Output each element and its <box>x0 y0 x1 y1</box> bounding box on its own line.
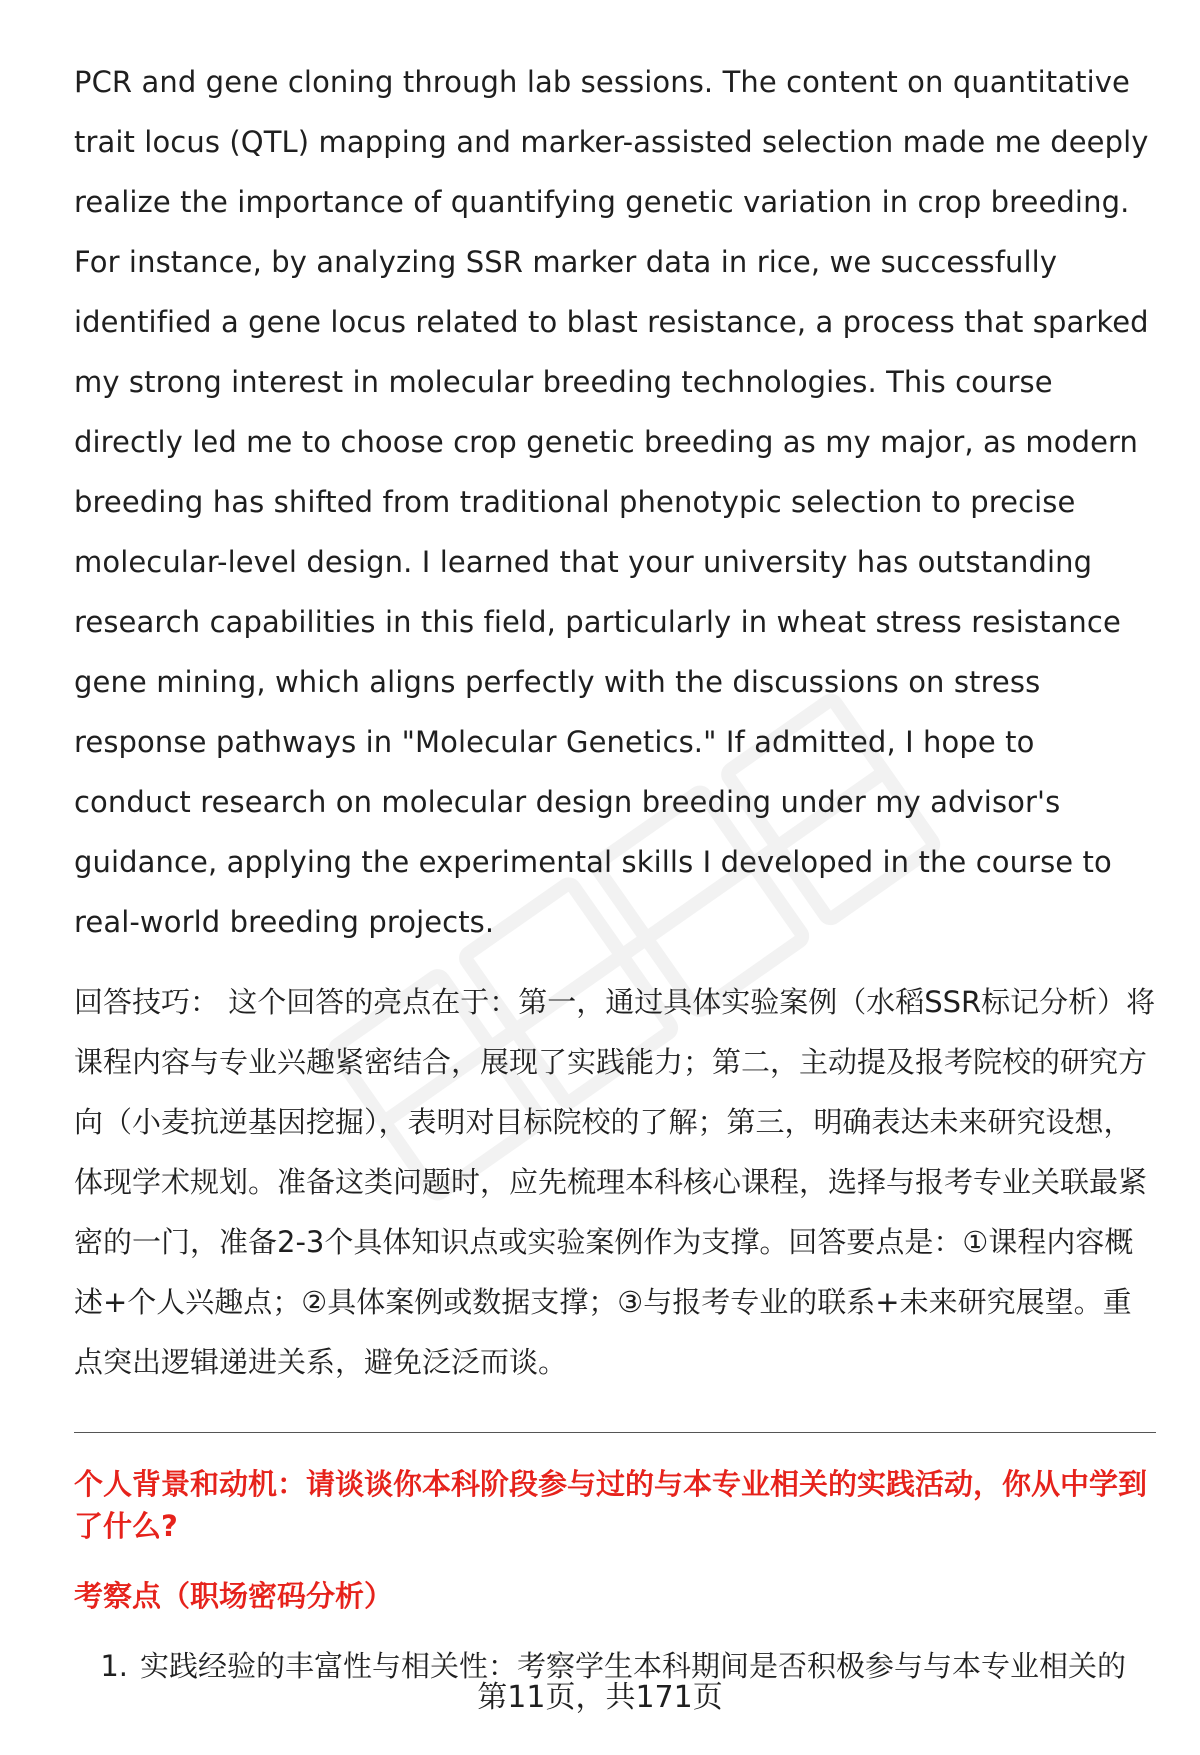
question-heading: 个人背景和动机：请谈谈你本科阶段参与过的与本专业相关的实践活动，你从中学到了什么? <box>74 1467 1148 1543</box>
list-item-number: 1. <box>100 1649 128 1683</box>
tips-paragraph: 回答技巧： 这个回答的亮点在于：第一，通过具体实验案例（水稻SSR标记分析）将课程内容与专业兴趣紧密结合，展现了实践能力；第二，主动提及报考院校的研究方向（小麦抗逆基因挖掘），表明对目标院校的了解；第三，明确表达未来研究设想，体现学术规划。准备这类问题时，应先梳理本科核心课程，选择与报考专业关联最紧密的一门，准备2-3个具体知识点或实验案例作为支撑。回答要点是：①课程内容概述+个人兴趣点；②具体案例或数据支撑；③与报考专业的联系+未来研究展望。重点突出逻辑递进关系，避免泛泛而谈。 <box>74 985 1156 1379</box>
section-heading: 考察点（职场密码分析） <box>74 1579 394 1613</box>
main-content <box>74 52 1156 1687</box>
list-item-text: 实践经验的丰富性与相关性：考察学生本科期间是否积极参与与本专业相关的 <box>140 1649 1127 1683</box>
answer-paragraph: PCR and gene cloning through lab sessions. The content on quantitative trait locus (QTL) mapping and marker-assisted selection made me deeply realize the importance of quantifying genetic variation in crop breeding. For instance, by analyzing SSR marker data in rice, we successfully identified a gene locus related to blast resistance, a process that sparked my strong interest in molecular breeding technologies. This course directly led me to choose crop genetic breeding as my major, as modern breeding has shifted from traditional phenotypic selection to precise molecular-level design. I learned that your university has outstanding research capabilities in this field, particularly in wheat stress resistance gene mining, which aligns perfectly with the discussions on stress response pathways in "Molecular Genetics." If admitted, I hope to conduct research on molecular design breeding under my advisor's guidance, applying the experimental skills I developed in the course to real-world breeding projects. <box>74 65 1149 939</box>
section-divider <box>74 1432 1156 1433</box>
page-number-footer: 第11页，共171页 <box>477 1680 723 1715</box>
